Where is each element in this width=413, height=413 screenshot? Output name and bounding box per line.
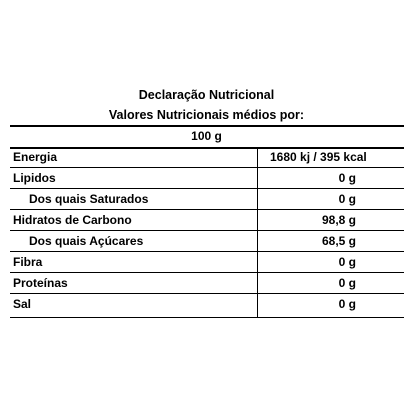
nutrient-value: 68,5 g — [321, 234, 356, 248]
nutrition-row-energy — [10, 148, 404, 168]
top-rule — [10, 125, 404, 127]
nutrition-row-saturated — [10, 190, 404, 210]
row-divider — [10, 167, 404, 168]
row-divider — [10, 272, 404, 273]
nutrition-row-carbohydrates — [10, 211, 404, 231]
nutrition-row-sugars — [10, 232, 404, 252]
nutrient-label: Fibra — [13, 255, 43, 269]
row-divider — [10, 188, 404, 189]
nutrient-value: 0 g — [338, 171, 356, 185]
nutrient-label: Dos quais Açúcares — [29, 234, 144, 248]
nutrient-label: Proteínas — [13, 276, 68, 290]
nutrient-label: Dos quais Saturados — [29, 192, 149, 206]
nutrient-value: 0 g — [338, 297, 356, 311]
row-divider — [10, 293, 404, 294]
nutrient-value: 0 g — [338, 255, 356, 269]
nutrient-value: 0 g — [338, 276, 356, 290]
serving-size: 100 g — [191, 129, 222, 143]
nutrient-value: 98,8 g — [321, 213, 356, 227]
nutrition-row-fibre — [10, 253, 404, 273]
nutrition-row-protein — [10, 274, 404, 294]
table-subtitle: Valores Nutricionais médios por: — [108, 108, 305, 122]
table-title: Declaração Nutricional — [138, 88, 275, 102]
nutrient-value: 1680 kj / 395 kcal — [270, 150, 367, 164]
nutrient-label: Hidratos de Carbono — [13, 213, 132, 227]
bottom-rule — [10, 317, 404, 318]
nutrition-row-lipids — [10, 169, 404, 189]
row-divider — [10, 230, 404, 231]
nutrient-label: Lipidos — [13, 171, 56, 185]
nutrition-row-salt — [10, 295, 404, 315]
nutrient-value: 0 g — [338, 192, 356, 206]
nutrient-label: Sal — [13, 297, 32, 311]
row-divider — [10, 251, 404, 252]
nutrient-label: Energia — [13, 150, 58, 164]
row-divider — [10, 209, 404, 210]
